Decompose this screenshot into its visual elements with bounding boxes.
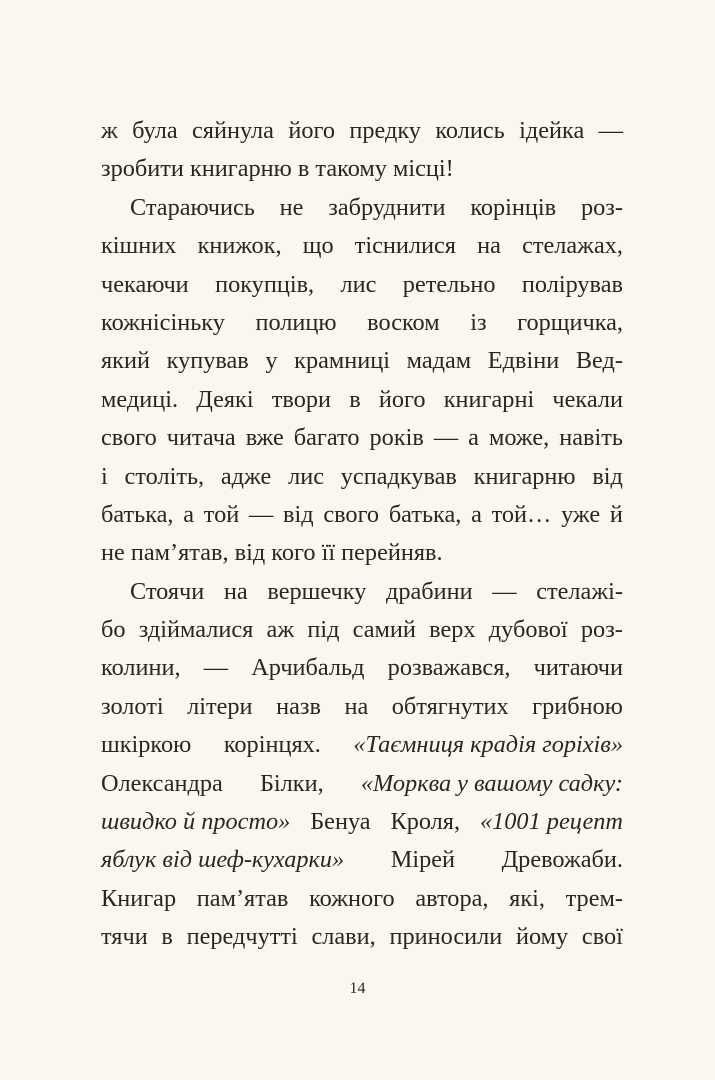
word: приносили: [389, 923, 503, 951]
italic-title-text: швидко й просто»: [101, 808, 291, 836]
word: кішних: [101, 232, 177, 260]
word: Стоячи: [130, 577, 205, 605]
body-text: [101, 112, 623, 957]
italic-title-text: «1001 рецепт: [479, 808, 623, 836]
word: колись: [435, 117, 505, 144]
word: самий: [352, 616, 416, 644]
word: медиці.: [101, 385, 179, 413]
word: аж: [266, 616, 295, 644]
text-line: [101, 573, 623, 611]
word: книжок,: [197, 232, 282, 260]
word: роз-: [581, 193, 623, 221]
text-line: [101, 765, 623, 803]
word: кожнісіньку: [101, 308, 225, 336]
word: стелажі-: [536, 577, 623, 605]
word: в: [349, 385, 361, 413]
word: під: [307, 616, 340, 644]
word: літери: [187, 692, 253, 720]
word: той: [203, 500, 240, 528]
word: розважався,: [387, 654, 511, 682]
word: сяйнула: [191, 117, 274, 144]
word: може,: [488, 424, 550, 452]
word: вершечку: [267, 577, 367, 605]
word: ж: [101, 117, 118, 144]
word: свого: [101, 424, 157, 452]
word: століть,: [124, 462, 205, 490]
word: ретельно: [402, 270, 496, 298]
word: —: [248, 500, 274, 528]
word: ідейка: [519, 117, 585, 144]
word: батька,: [388, 500, 462, 528]
word: років: [369, 424, 424, 452]
word: Кроля,: [390, 808, 461, 836]
word: успадкував: [340, 462, 457, 490]
word: передчутті: [186, 923, 298, 951]
word: слави,: [311, 923, 376, 951]
word: батька,: [101, 500, 174, 528]
word: чекали: [552, 385, 623, 413]
italic-title-text: яблук від шеф-кухарки»: [101, 846, 345, 874]
italic-title-text: «Таємниця крадія горіхів»: [353, 731, 623, 759]
word: читача: [166, 424, 236, 452]
word: Стараючись: [130, 193, 255, 221]
word: роз-: [580, 616, 623, 644]
word: здіймалися: [138, 616, 254, 644]
word: дубової: [488, 616, 568, 644]
word: який: [101, 347, 150, 375]
text-line: [101, 112, 623, 150]
word: багато: [293, 424, 360, 452]
word: Книгар: [101, 884, 177, 912]
word: тіснилися: [354, 232, 456, 260]
word: книгарню: [473, 462, 576, 490]
word: предку: [349, 117, 421, 144]
word: книгарні: [443, 385, 535, 413]
word: стелажах,: [522, 232, 623, 260]
text-line: [101, 304, 623, 342]
word: корінцях.: [223, 731, 321, 759]
word: полірував: [521, 270, 623, 298]
word: покупців,: [215, 270, 315, 298]
text-line: [101, 726, 623, 764]
text-line: [101, 227, 623, 265]
word: не пам’ятав, від кого її перейняв.: [101, 539, 443, 567]
word: лис: [340, 270, 377, 298]
word: на: [477, 232, 501, 260]
text-line: [101, 649, 623, 687]
word: Мірей: [390, 846, 456, 874]
word: бо: [101, 616, 126, 644]
word: корінців: [470, 193, 557, 221]
word: зробити книгарню в такому місці!: [101, 155, 454, 183]
word: мадам: [406, 347, 472, 375]
text-line: [101, 534, 623, 572]
word: його: [288, 117, 335, 144]
word: купував: [166, 347, 249, 375]
word: Бенуа: [310, 808, 371, 836]
word: горщичка,: [517, 308, 623, 336]
word: трем-: [565, 884, 623, 912]
text-line: [101, 841, 623, 879]
text-line: [101, 150, 623, 188]
word: пам’ятав: [196, 884, 289, 912]
text-line: [101, 381, 623, 419]
text-line: [101, 458, 623, 496]
word: Олександра: [101, 769, 223, 797]
word: чекаючи: [101, 270, 189, 298]
word: золоті: [101, 692, 164, 720]
word: лис: [288, 462, 324, 490]
word: —: [598, 117, 623, 144]
text-line: [101, 266, 623, 304]
page-number: 14: [349, 980, 366, 997]
word: Древожаби.: [501, 846, 623, 874]
word: на: [344, 692, 369, 720]
italic-title-text: «Морква у вашому садку:: [360, 769, 623, 797]
word: тячи: [101, 923, 148, 951]
word: воском: [367, 308, 440, 336]
word: вже: [245, 424, 284, 452]
word: а: [183, 500, 195, 528]
word: Едвіни: [487, 347, 560, 375]
text-line: [101, 688, 623, 726]
word: автора,: [415, 884, 489, 912]
word: Арчибальд: [251, 654, 365, 682]
word: грибною: [532, 692, 623, 720]
word: обтягнутих: [391, 692, 509, 720]
word: а: [471, 500, 482, 528]
word: які,: [509, 884, 545, 912]
text-line: [101, 496, 623, 534]
word: йому: [515, 923, 569, 951]
word: у: [265, 347, 278, 375]
text-line: [101, 803, 623, 841]
word: його: [378, 385, 426, 413]
word: —: [492, 577, 517, 605]
word: драбини: [385, 577, 473, 605]
text-line: [101, 342, 623, 380]
text-line: [101, 419, 623, 457]
word: свого: [323, 500, 380, 528]
word: від: [283, 500, 314, 528]
word: і: [101, 462, 108, 490]
word: навіть: [559, 424, 623, 452]
word: й: [609, 500, 623, 528]
word: назв: [276, 692, 321, 720]
word: свої: [581, 923, 623, 951]
word: уже: [561, 500, 601, 528]
word: була: [132, 117, 178, 144]
word: колини,: [101, 654, 181, 682]
word: той…: [491, 500, 552, 528]
word: адже: [220, 462, 272, 490]
word: в: [161, 923, 173, 951]
word: шкіркою: [101, 731, 192, 759]
word: полицю: [255, 308, 337, 336]
word: Білки,: [259, 769, 324, 797]
word: верх: [429, 616, 476, 644]
text-line: [101, 611, 623, 649]
word: Деякі: [196, 385, 254, 413]
text-line: [101, 918, 623, 956]
word: твори: [271, 385, 332, 413]
word: не: [279, 193, 304, 221]
word: Вед-: [575, 347, 623, 375]
word: на: [223, 577, 248, 605]
word: кожного: [309, 884, 395, 912]
word: —: [433, 424, 459, 452]
text-line: [101, 189, 623, 227]
word: читаючи: [533, 654, 623, 682]
word: крамниці: [294, 347, 391, 375]
text-line: [101, 880, 623, 918]
word: із: [470, 308, 487, 336]
word: а: [468, 424, 479, 452]
word: що: [302, 232, 334, 260]
word: від: [592, 462, 623, 490]
word: забруднити: [328, 193, 446, 221]
word: —: [203, 654, 229, 682]
